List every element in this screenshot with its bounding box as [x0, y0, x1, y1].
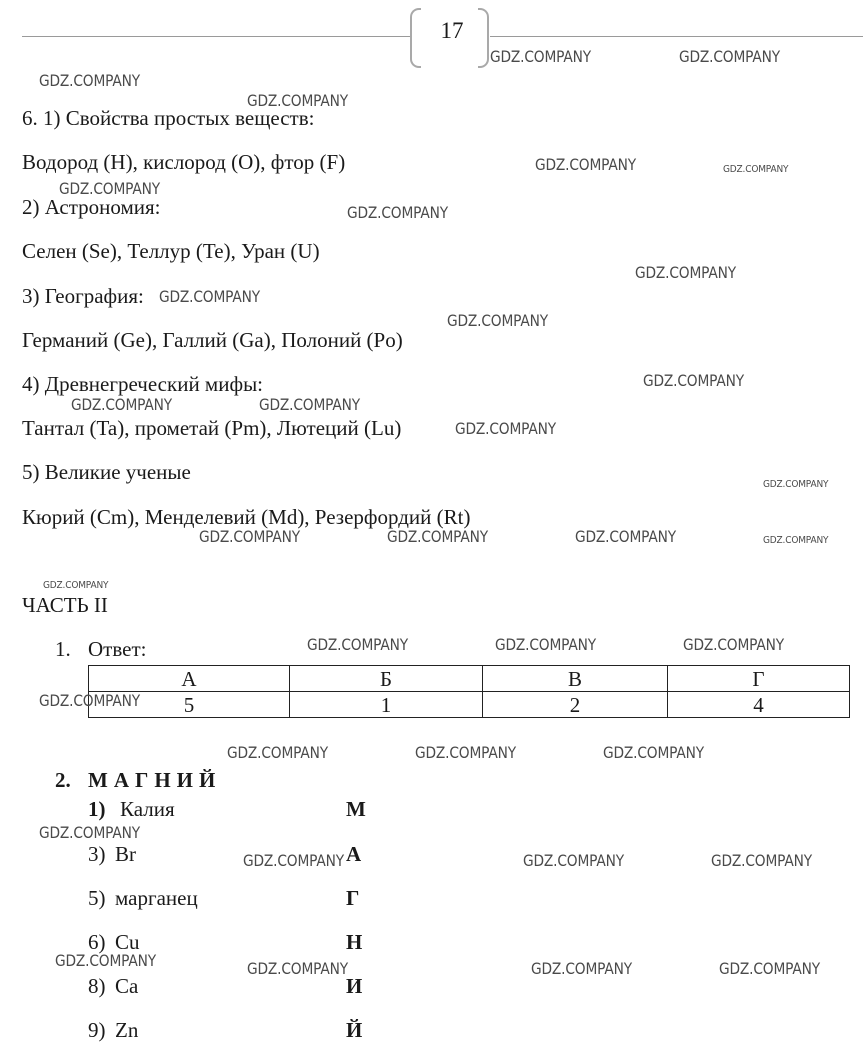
- watermark-text: GDZ.COMPANY: [723, 164, 789, 175]
- watermark-text: GDZ.COMPANY: [719, 959, 821, 978]
- watermark-text: GDZ.COMPANY: [39, 823, 141, 842]
- watermark-text: GDZ.COMPANY: [59, 179, 161, 198]
- watermark-text: GDZ.COMPANY: [387, 527, 489, 546]
- q6-4-answer: Тантал (Ta), прометай (Pm), Лютеций (Lu): [22, 416, 402, 440]
- watermark-text: GDZ.COMPANY: [643, 371, 745, 390]
- q6-3-answer: Германий (Ge), Галлий (Ga), Полоний (Po): [22, 328, 403, 352]
- q6-4-title: 4) Древнегреческий мифы:: [22, 372, 264, 396]
- item-number: 8): [88, 974, 106, 998]
- watermark-text: GDZ.COMPANY: [447, 311, 549, 330]
- table-header-cell: В: [483, 666, 668, 692]
- q1-number: 1.: [55, 637, 71, 661]
- q6-5-title: 5) Великие ученые: [22, 460, 191, 484]
- item-element: Cu: [115, 930, 140, 954]
- answer-table: [88, 665, 850, 718]
- table-cell: 1: [290, 692, 483, 718]
- table-row: [89, 692, 850, 718]
- watermark-text: GDZ.COMPANY: [535, 155, 637, 174]
- watermark-text: GDZ.COMPANY: [43, 580, 109, 591]
- watermark-text: GDZ.COMPANY: [39, 691, 141, 710]
- watermark-text: GDZ.COMPANY: [603, 743, 705, 762]
- watermark-text: GDZ.COMPANY: [71, 395, 173, 414]
- watermark-text: GDZ.COMPANY: [635, 263, 737, 282]
- watermark-text: GDZ.COMPANY: [243, 851, 345, 870]
- watermark-text: GDZ.COMPANY: [490, 47, 592, 66]
- q2-word: МАГНИЙ: [88, 768, 222, 792]
- item-element: Калия: [120, 797, 175, 821]
- watermark-text: GDZ.COMPANY: [763, 479, 829, 490]
- item-number: 1): [88, 797, 106, 821]
- watermark-text: GDZ.COMPANY: [495, 635, 597, 654]
- q6-title: 6. 1) Свойства простых веществ:: [22, 106, 315, 130]
- item-letter: М: [346, 797, 366, 821]
- table-cell: 2: [483, 692, 668, 718]
- q6-2-title: 2) Астрономия:: [22, 195, 161, 219]
- item-letter: Н: [346, 930, 363, 954]
- item-number: 3): [88, 842, 106, 866]
- watermark-text: GDZ.COMPANY: [247, 959, 349, 978]
- watermark-text: GDZ.COMPANY: [415, 743, 517, 762]
- table-cell: 4: [668, 692, 850, 718]
- watermark-text: GDZ.COMPANY: [347, 203, 449, 222]
- item-element: Br: [115, 842, 136, 866]
- q6-1-answer: Водород (H), кислород (O), фтор (F): [22, 150, 346, 174]
- page-number: 17: [440, 18, 464, 43]
- watermark-text: GDZ.COMPANY: [711, 851, 813, 870]
- table-header-row: [89, 666, 850, 692]
- watermark-text: GDZ.COMPANY: [307, 635, 409, 654]
- item-element: Ca: [115, 974, 139, 998]
- item-element: марганец: [115, 886, 198, 910]
- watermark-text: GDZ.COMPANY: [679, 47, 781, 66]
- watermark-text: GDZ.COMPANY: [531, 959, 633, 978]
- page-number-bracket-right: [478, 8, 489, 68]
- watermark-text: GDZ.COMPANY: [199, 527, 301, 546]
- watermark-text: GDZ.COMPANY: [455, 419, 557, 438]
- item-number: 9): [88, 1018, 106, 1042]
- table-header-cell: А: [89, 666, 290, 692]
- table-header-cell: Г: [668, 666, 850, 692]
- q6-5-answer: Кюрий (Cm), Менделевий (Md), Резерфордий (Rt): [22, 505, 471, 529]
- watermark-text: GDZ.COMPANY: [259, 395, 361, 414]
- item-letter: И: [346, 974, 363, 998]
- watermark-text: GDZ.COMPANY: [683, 635, 785, 654]
- watermark-text: GDZ.COMPANY: [575, 527, 677, 546]
- table-cell: 5: [89, 692, 290, 718]
- watermark-text: GDZ.COMPANY: [39, 71, 141, 90]
- part2-title: ЧАСТЬ II: [22, 593, 108, 617]
- watermark-text: GDZ.COMPANY: [227, 743, 329, 762]
- item-number: 6): [88, 930, 106, 954]
- watermark-text: GDZ.COMPANY: [55, 951, 157, 970]
- page-number-bracket-left: [410, 8, 421, 68]
- item-letter: Г: [346, 886, 360, 910]
- q6-3-title: 3) География:: [22, 284, 144, 308]
- item-element: Zn: [115, 1018, 139, 1042]
- header-rule-left: [22, 36, 410, 37]
- item-letter: А: [346, 842, 362, 866]
- watermark-text: GDZ.COMPANY: [763, 535, 829, 546]
- header-rule-right: [490, 36, 863, 37]
- q2-number: 2.: [55, 768, 71, 792]
- table-header-cell: Б: [290, 666, 483, 692]
- item-letter: Й: [346, 1018, 363, 1042]
- q6-2-answer: Селен (Se), Теллур (Te), Уран (U): [22, 239, 320, 263]
- watermark-text: GDZ.COMPANY: [523, 851, 625, 870]
- watermark-text: GDZ.COMPANY: [159, 287, 261, 306]
- item-number: 5): [88, 886, 106, 910]
- q1-answer-label: Ответ:: [88, 637, 147, 661]
- watermark-text: GDZ.COMPANY: [247, 91, 349, 110]
